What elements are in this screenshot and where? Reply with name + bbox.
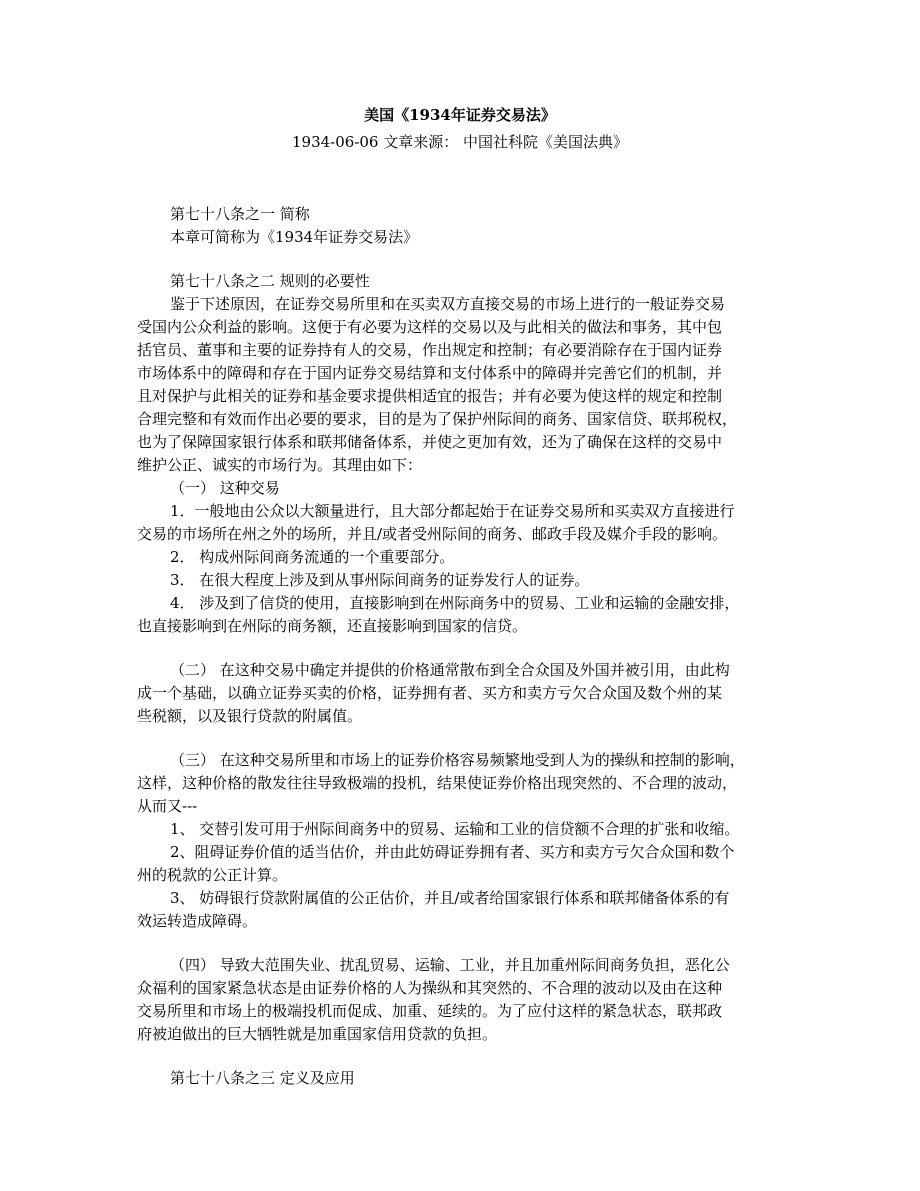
paragraph-line: 这样，这种价格的散发往往导致极端的投机，结果使证券价格出现突然的、不合理的波动， [137,774,738,792]
section-heading: 第七十八条之一 简称 [170,205,310,223]
paragraph-line: 州的税款的公正计算。 [137,866,288,884]
paragraph-line: 也为了保障国家银行体系和联邦储备体系，并使之更加有效，还为了确保在这样的交易中 [137,433,723,451]
paragraph-line: 府被迫做出的巨大牺牲就是加重国家信用贷款的负担。 [137,1025,498,1043]
paragraph-line: 4． 涉及到了信贷的使用，直接影响到在州际商务中的贸易、工业和运输的金融安排， [170,594,740,612]
section-heading: 第七十八条之二 规则的必要性 [170,272,370,290]
paragraph-line: 1、 交替引发可用于州际间商务中的贸易、运输和工业的信贷额不合理的扩张和收缩。 [170,820,740,838]
paragraph-line: 维护公正、诚实的市场行为。其理由如下： [137,456,423,474]
paragraph-line: （三） 在这种交易所里和市场上的证券价格容易频繁地受到人为的操纵和控制的影响， [170,751,745,769]
paragraph-line: （二） 在这种交易中确定并提供的价格通常散布到全合众国及外国并被引用，由此构 [170,661,730,679]
paragraph-line: 也直接影响到在州际的商务额，还直接影响到国家的信贷。 [137,617,528,635]
paragraph-line: 鉴于下述原因，在证券交易所里和在买卖双方直接交易的市场上进行的一般证券交易 [170,295,726,313]
paragraph-line: 些税额，以及银行贷款的附属值。 [137,707,363,725]
paragraph-line: 括官员、董事和主要的证券持有人的交易，作出规定和控制；有必要消除存在于国内证券 [137,341,723,359]
paragraph-line: 市场体系中的障碍和存在于国内证券交易结算和支付体系中的障碍并完善它们的机制，并 [137,364,723,382]
paragraph-line: 合理完整和有效而作出必要的要求，目的是为了保护州际间的商务、国家信贷、联邦税权， [137,410,738,428]
paragraph-line: 受国内公众利益的影响。这便于有必要为这样的交易以及与此相关的做法和事务，其中包 [137,318,723,336]
paragraph-line: （四） 导致大范围失业、扰乱贸易、运输、工业，并且加重州际间商务负担，恶化公 [170,956,730,974]
paragraph-line: （一） 这种交易 [170,479,280,497]
paragraph-line: 2、阻碍证券价值的适当估价，并由此妨碍证券拥有者、买方和卖方亏欠合众国和数个 [170,843,735,861]
paragraph-line: 成一个基础，以确立证券买卖的价格，证券拥有者、买方和卖方亏欠合众国及数个州的某 [137,684,723,702]
document-meta: 1934-06-06 文章来源： 中国社科院《美国法典》 [291,133,629,151]
paragraph-line: 3． 在很大程度上涉及到从事州际间商务的证券发行人的证券。 [170,571,590,589]
section-heading: 第七十八条之三 定义及应用 [170,1069,355,1087]
paragraph-line: 本章可简称为《1934年证券交易法》 [170,228,419,246]
paragraph-line: 3、 妨碍银行贷款附属值的公正估价，并且/或者给国家银行体系和联邦储备体系的有 [170,889,730,907]
paragraph-line: 交易的市场所在州之外的场所，并且/或者受州际间的商务、邮政手段及媒介手段的影响。 [137,525,728,543]
paragraph-line: 2． 构成州际间商务流通的一个重要部分。 [170,548,455,566]
paragraph-line: 众福利的国家紧急状态是由证券价格的人为操纵和其突然的、不合理的波动以及由在这种 [137,979,723,997]
document-title: 美国《1934年证券交易法》 [364,106,556,124]
paragraph-line: 且对保护与此相关的证券和基金要求提供相适宜的报告；并有必要为使这样的规定和控制 [137,387,723,405]
paragraph-line: 1．一般地由公众以大额量进行，且大部分都起始于在证券交易所和买卖双方直接进行 [170,502,735,520]
paragraph-line: 从而又--- [137,797,198,815]
paragraph-line: 效运转造成障碍。 [137,912,258,930]
paragraph-line: 交易所里和市场上的极端投机而促成、加重、延续的。为了应付这样的紧急状态，联邦政 [137,1002,723,1020]
